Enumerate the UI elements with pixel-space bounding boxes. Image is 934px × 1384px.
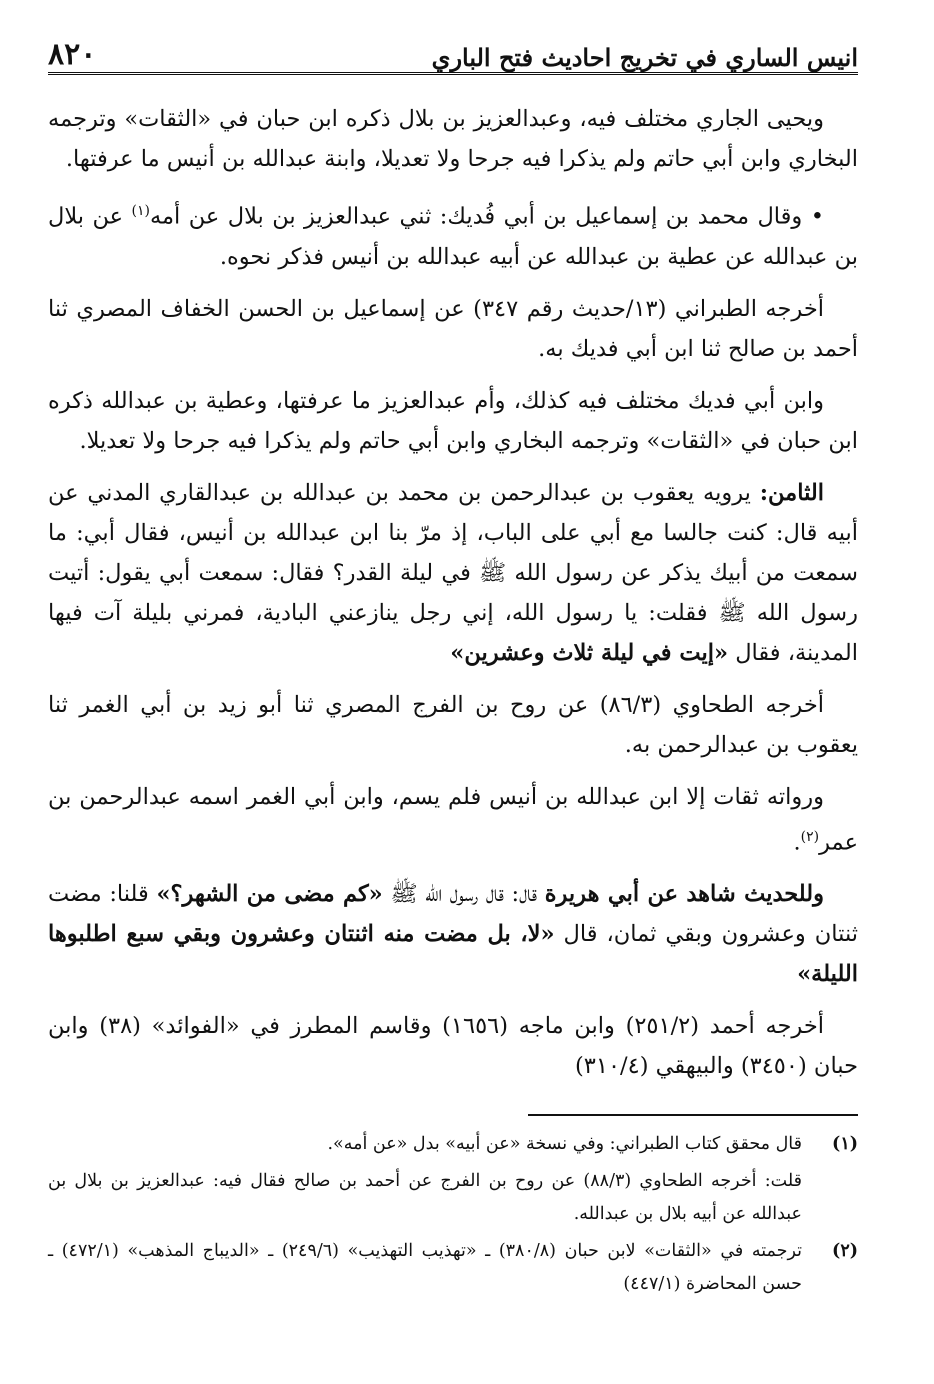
footnote-number: (٢): [832, 1241, 858, 1261]
paragraph-9: أخرجه أحمد (٢٥١/٢) وابن ماجه (١٦٥٦) وقاسم المطرز في «الفوائد» (٣٨) وابن حبان (٣٤٥٠) والبيهقي (٣١٠/٤): [48, 1013, 858, 1079]
paragraph-2-rest: عن بلال بن عبدالله عن عطية بن عبدالله عن أبيه عبدالله بن أنيس فذكر نحوه.: [48, 203, 858, 270]
paragraph-7-end: .: [793, 829, 801, 855]
footnote-separator: [528, 1114, 858, 1116]
paragraph-6: أخرجه الطحاوي (٨٦/٣) عن روح بن الفرج المصري ثنا أبو زيد بن أبي الغمر ثنا يعقوب بن عبدالرحمن به.: [48, 691, 858, 758]
paragraph-8: [48, 874, 858, 994]
paragraph-4: وابن أبي فديك مختلف فيه كذلك، وأم عبدالعزيز ما عرفتها، وعطية بن عبدالله ذكره ابن حبان في «الثقات» وترجمه البخاري وابن أبي حاتم ولم يذكرا فيه جرحا ولا تعديلا.: [48, 387, 858, 454]
footnote-2: [48, 1235, 858, 1301]
paragraph-7-text: ورواته ثقات إلا ابن عبدالله بن أنيس فلم يسم، وابن أبي الغمر اسمه عبدالرحمن بن عمر: [48, 783, 858, 855]
footnote-ref-1[interactable]: (١): [131, 203, 150, 219]
paragraph-5-lead: الثامن:: [759, 479, 824, 506]
paragraph-8-mid: قلنا: مضت ثنتان وعشرون وبقي ثمان، قال: [48, 881, 858, 947]
footnote-number: [802, 1165, 858, 1231]
paragraph-7: [48, 777, 858, 863]
paragraph-8-qal: قال:: [503, 881, 545, 907]
paragraph-8-quote-2: «لا، بل مضت منه اثنتان وعشرون وبقي سبع اطلبوها الليلة»: [48, 921, 858, 987]
book-page: [48, 22, 858, 1362]
footnote-number: (١): [832, 1134, 858, 1154]
paragraph-5-quote: «إيت في ليلة ثلاث وعشرين»: [450, 639, 729, 666]
main-text: [48, 99, 858, 1086]
paragraph-2-text: • وقال محمد بن إسماعيل بن أبي فُديك: ثني عبدالعزيز بن بلال عن أمه: [149, 203, 824, 230]
paragraph-8-quote-1: «كم مضى من الشهر؟»: [156, 881, 383, 907]
running-title: انيس الساري في تخريج احاديث فتح الباري: [431, 43, 858, 72]
paragraph-5: [48, 473, 858, 673]
footnote-text: قلت: أخرجه الطحاوي (٨٨/٣) عن روح بن الفرج عن أحمد بن صالح فقال فيه: عبدالعزيز بن بلال بن عبدالله عن أبيه بلال بن عبدالله.: [48, 1171, 802, 1224]
footnote-1: [48, 1128, 858, 1161]
paragraph-8-text: قال رسول الله ﷺ: [390, 881, 504, 907]
page-number: ٨٢٠: [48, 37, 97, 72]
footnote-1-continued: [48, 1165, 858, 1231]
paragraph-8-lead: وللحديث شاهد عن أبي هريرة: [544, 881, 824, 907]
paragraph-3: أخرجه الطبراني (١٣/حديث رقم ٣٤٧) عن إسماعيل بن الحسن الخفاف المصري ثنا أحمد بن صالح ثنا ابن أبي فديك به.: [48, 295, 858, 362]
footnote-text: قال محقق كتاب الطبراني: وفي نسخة «عن أبيه» بدل «عن أمه».: [327, 1134, 802, 1154]
footnote-ref-2[interactable]: (٢): [800, 828, 820, 845]
paragraph-5-text: يرويه يعقوب بن عبدالرحمن بن محمد بن عبدالله بن عبدالقاري المدني عن أبيه قال: كنت جالسا مع أبي على الباب، إذ مرّ بنا ابن عبدالله بن أنيس، فقال أبي: ما سمعت من أبيك يذكر عن رسول الله ﷺ في ليلة القدر؟ فقال: سمعت أبي يقول: أتيت رسول الله ﷺ فقلت: يا رسول الله، إني رجل ينازعني البادية، فمرني بليلة آت فيها المدينة، فقال: [48, 479, 858, 666]
paragraph-1: ويحيى الجاري مختلف فيه، وعبدالعزيز بن بلال ذكره ابن حبان في «الثقات» وترجمه البخاري وابن أبي حاتم ولم يذكرا فيه جرحا ولا تعديلا، وابنة عبدالله بن أنيس ما عرفتها.: [48, 106, 858, 172]
footnote-text: ترجمته في «الثقات» لابن حبان (٣٨٠/٨) ـ «تهذيب التهذيب» (٢٤٩/٦) ـ «الديباج المذهب» (٤٧٢/١) ـ حسن المحاضرة (٤٤٧/١): [48, 1241, 802, 1294]
page-header: [48, 22, 858, 75]
footnotes: [48, 1128, 858, 1301]
paragraph-2: [48, 191, 858, 277]
